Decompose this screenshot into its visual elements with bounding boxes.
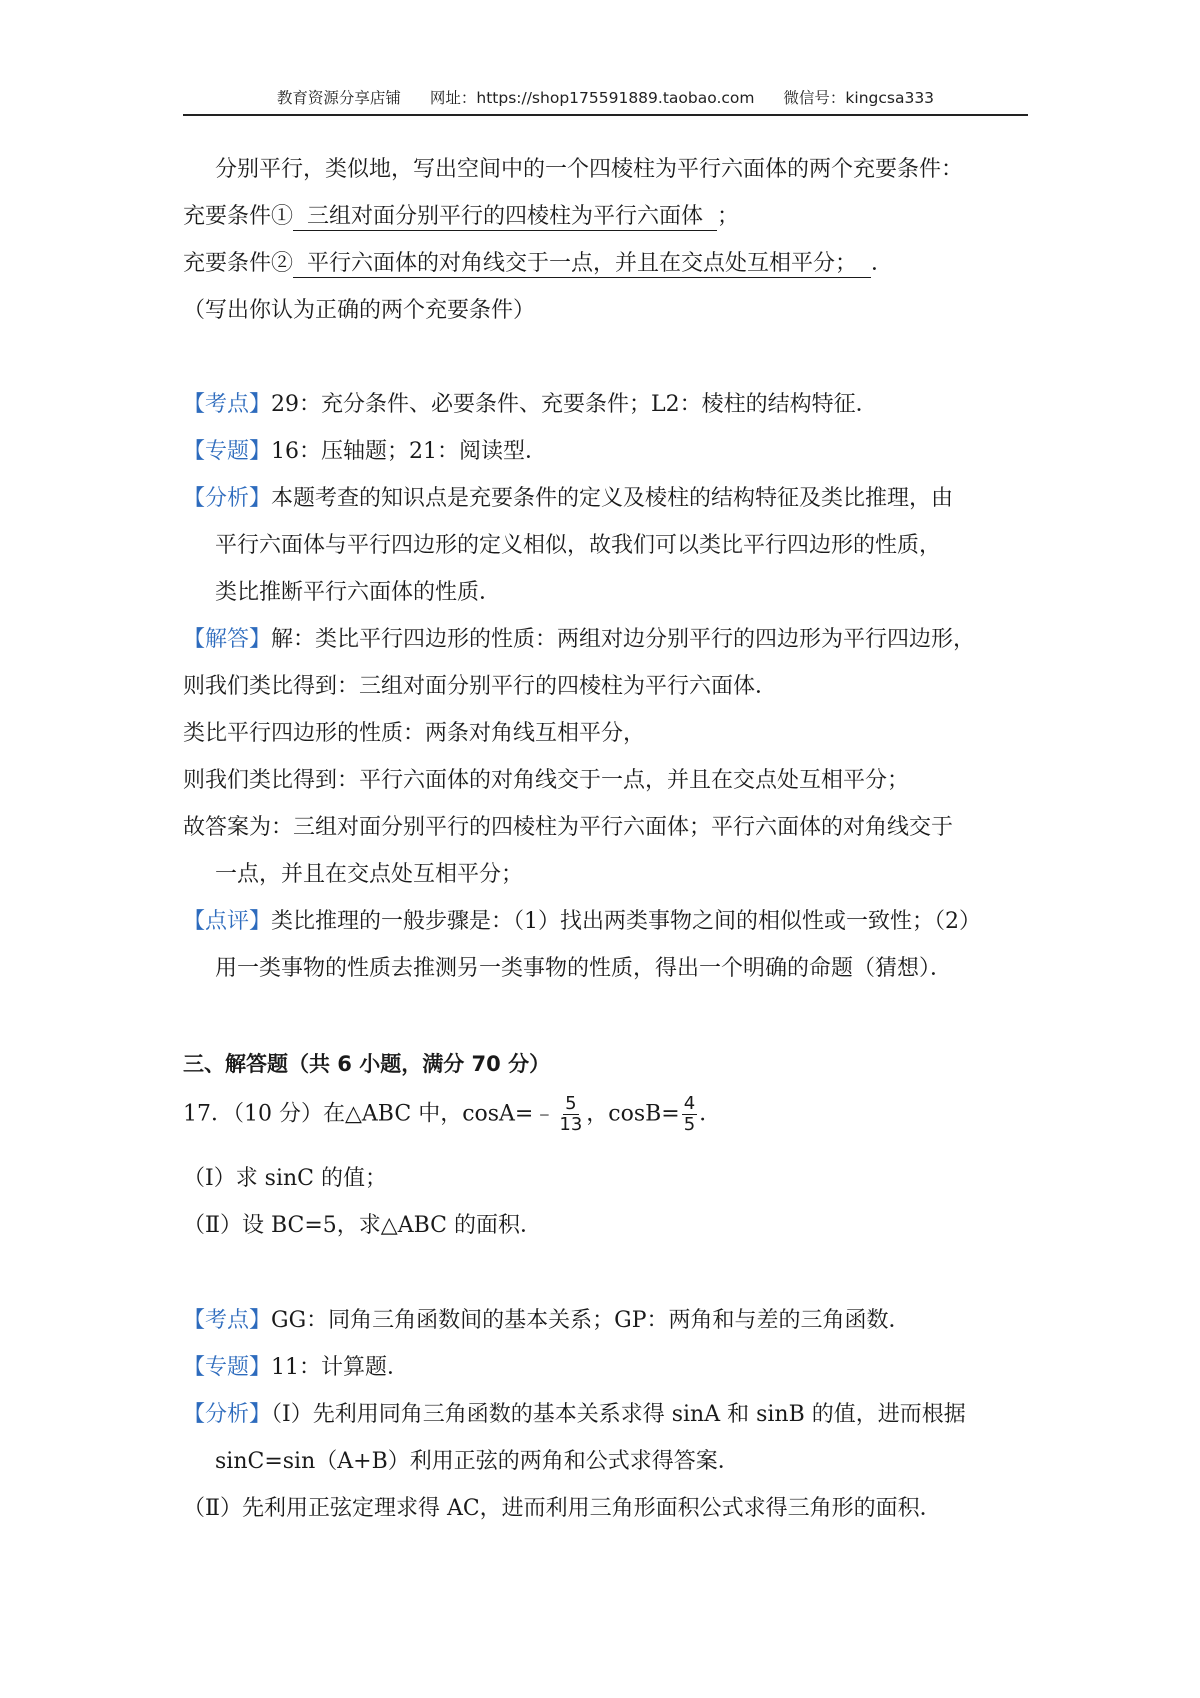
- cosA-fraction: [557, 1094, 584, 1135]
- jieda-text-5: 故答案为：三组对面分别平行的四棱柱为平行六面体；平行六面体的对角线交于: [183, 815, 954, 840]
- jieda-text-4: 则我们类比得到：平行六面体的对角线交于一点，并且在交点处互相平分；: [183, 768, 910, 793]
- kaodian-text: 29：充分条件、必要条件、充要条件；L2：棱柱的结构特征．: [271, 392, 878, 417]
- q17-kaodian-text: GG：同角三角函数间的基本关系；GP：两角和与差的三角函数．: [271, 1308, 911, 1333]
- q16-jieda: [183, 625, 975, 655]
- q17-fenxi-text-2: sinC=sin（A+B）利用正弦的两角和公式求得答案．: [215, 1449, 740, 1474]
- jieda-text-1: 解：类比平行四边形的性质：两组对边分别平行的四边形为平行四边形，: [271, 627, 976, 652]
- jieda-text-3: 类比平行四边形的性质：两条对角线互相平分，: [183, 721, 646, 746]
- q17-part2: （Ⅱ）设 BC=5，求△ABC 的面积．: [183, 1213, 542, 1238]
- cosB-denominator: 5: [683, 1114, 696, 1135]
- cosA-denominator: 13: [559, 1114, 583, 1135]
- zhuanti-tag: 【专题】: [183, 439, 272, 464]
- zhuanti-text: 16：压轴题；21：阅读型．: [271, 439, 548, 464]
- cond1-answer: 三组对面分别平行的四棱柱为平行六面体: [293, 204, 717, 229]
- q17-part1: （Ⅰ）求 sinC 的值；: [183, 1166, 388, 1191]
- jieda-text-2: 则我们类比得到：三组对面分别平行的四棱柱为平行六面体．: [183, 674, 778, 699]
- q16-cond1: [183, 202, 739, 232]
- fenxi-text-1: 本题考查的知识点是充要条件的定义及棱柱的结构特征及类比推理，由: [271, 486, 954, 511]
- kaodian-tag: 【考点】: [183, 392, 272, 417]
- q16-line1: 分别平行，类似地，写出空间中的一个四棱柱为平行六面体的两个充要条件：: [215, 157, 964, 182]
- jieda-text-6: 一点，并且在交点处互相平分；: [215, 862, 524, 887]
- q17-fenxi: [183, 1400, 966, 1430]
- cosA-numerator: 5: [565, 1093, 577, 1114]
- q17-stem-mid: ，cosB=: [586, 1101, 680, 1127]
- dianping-tag: 【点评】: [183, 909, 272, 934]
- q17-kaodian: [183, 1306, 911, 1336]
- q16-zhuanti: [183, 437, 547, 467]
- fenxi-text-2: 平行六面体与平行四边形的定义相似，故我们可以类比平行四边形的性质，: [215, 533, 942, 558]
- q16-cond2: [183, 249, 893, 279]
- cosB-fraction: [682, 1094, 697, 1135]
- q17-fenxi-text-3: （Ⅱ）先利用正弦定理求得 AC，进而利用三角形面积公式求得三角形的面积．: [183, 1496, 942, 1521]
- dianping-text-1: 类比推理的一般步骤是：（1）找出两类事物之间的相似性或一致性；（2）: [271, 909, 982, 934]
- header-shop: 教育资源分享店铺: [276, 89, 401, 107]
- page-header: [183, 86, 1028, 116]
- q16-dianping: [183, 907, 981, 937]
- cond2-end: ．: [871, 251, 894, 276]
- cond1-label: 充要条件①: [183, 204, 294, 229]
- cond1-end: ；: [717, 204, 740, 229]
- fenxi-text-3: 类比推断平行六面体的性质．: [215, 580, 502, 605]
- q16-kaodian: [183, 390, 878, 420]
- q17-stem-prefix: 17．（10 分）在△ABC 中，cosA=﹣: [183, 1101, 556, 1127]
- q17-kaodian-tag: 【考点】: [183, 1308, 272, 1333]
- q16-note: （写出你认为正确的两个充要条件）: [183, 298, 536, 323]
- q17-fenxi-text-1: （Ⅰ）先利用同角三角函数的基本关系求得 sinA 和 sinB 的值，进而根据: [271, 1402, 966, 1427]
- q16-fenxi: [183, 484, 953, 514]
- fenxi-tag: 【分析】: [183, 486, 272, 511]
- header-wechat: 微信号：kingcsa333: [783, 89, 935, 107]
- header-url: 网址：https://shop175591889.taobao.com: [429, 89, 755, 107]
- q17-fenxi-tag: 【分析】: [183, 1402, 272, 1427]
- q17-zhuanti-text: 11：计算题．: [271, 1355, 410, 1380]
- q17-zhuanti: [183, 1353, 409, 1383]
- cosB-numerator: 4: [683, 1093, 696, 1114]
- q17-stem: [183, 1094, 721, 1135]
- cond2-label: 充要条件②: [183, 251, 294, 276]
- dianping-text-2: 用一类事物的性质去推测另一类事物的性质，得出一个明确的命题（猜想）．: [215, 956, 953, 981]
- cond2-answer: 平行六面体的对角线交于一点，并且在交点处互相平分；: [293, 251, 871, 276]
- q17-stem-end: ．: [699, 1101, 722, 1127]
- jieda-tag: 【解答】: [183, 627, 272, 652]
- section-title: 三、解答题（共 6 小题，满分 70 分）: [183, 1052, 551, 1076]
- q17-zhuanti-tag: 【专题】: [183, 1355, 272, 1380]
